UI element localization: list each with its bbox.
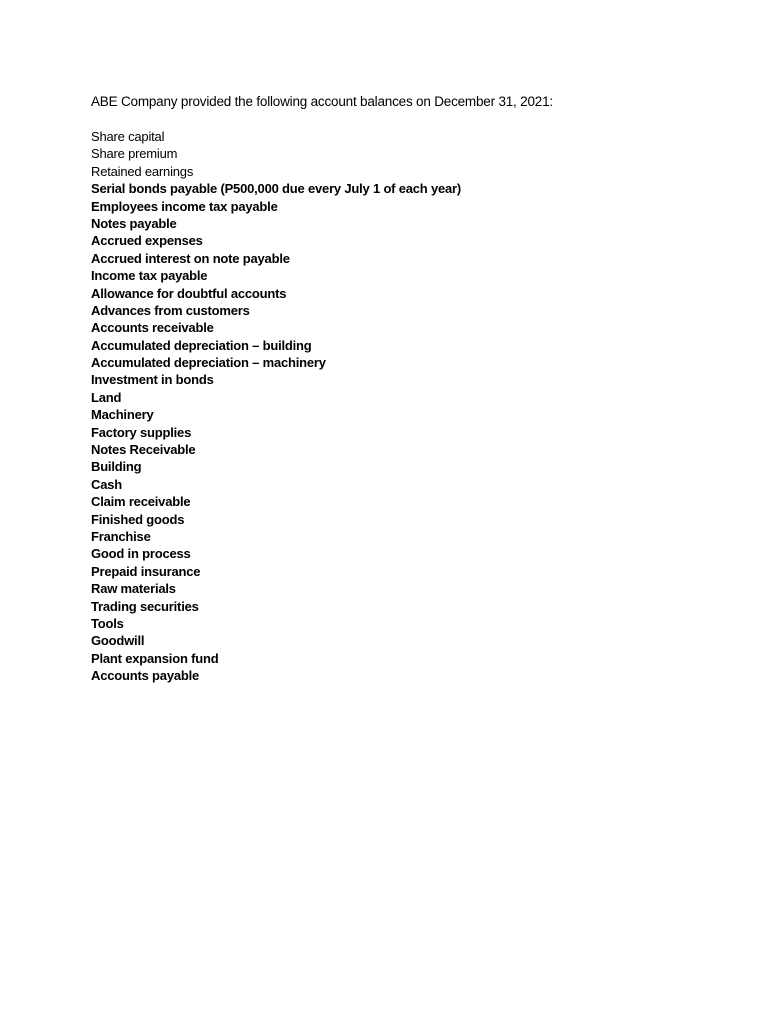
account-item: Serial bonds payable (P500,000 due every July 1 of each year) [91, 181, 462, 197]
account-item: Good in process [91, 546, 191, 562]
account-item: Advances from customers [91, 302, 250, 318]
account-item: Share capital [91, 129, 165, 144]
account-item: Finished goods [91, 511, 185, 527]
account-list [91, 128, 461, 685]
account-item: Trading securities [91, 598, 199, 614]
account-item: Land [91, 389, 122, 405]
account-item: Cash [91, 476, 122, 492]
account-item: Accumulated depreciation – building [91, 337, 312, 353]
account-item: Allowance for doubtful accounts [91, 285, 287, 301]
account-item: Notes payable [91, 215, 177, 231]
account-item: Building [91, 459, 142, 475]
account-item: Accounts receivable [91, 320, 214, 336]
account-item: Share premium [91, 146, 178, 162]
account-item: Prepaid insurance [91, 563, 201, 579]
account-item: Investment in bonds [91, 372, 214, 388]
account-item: Notes Receivable [91, 442, 196, 458]
account-item: Franchise [91, 528, 151, 544]
account-item: Accrued interest on note payable [91, 250, 290, 266]
account-item: Accrued expenses [91, 233, 203, 249]
account-item: Claim receivable [91, 494, 191, 510]
account-item: Raw materials [91, 581, 176, 597]
account-item: Income tax payable [91, 268, 208, 284]
account-item: Plant expansion fund [91, 650, 219, 666]
account-item: Accumulated depreciation – machinery [91, 355, 326, 371]
account-item: Tools [91, 615, 124, 631]
account-item: Goodwill [91, 633, 145, 649]
account-item: Machinery [91, 407, 154, 423]
intro-text: ABE Company provided the following account balances on December 31, 2021: [91, 94, 553, 109]
account-item: Factory supplies [91, 424, 192, 440]
account-item: Accounts payable [91, 668, 200, 684]
account-item: Employees income tax payable [91, 198, 278, 214]
account-item: Retained earnings [91, 163, 194, 179]
